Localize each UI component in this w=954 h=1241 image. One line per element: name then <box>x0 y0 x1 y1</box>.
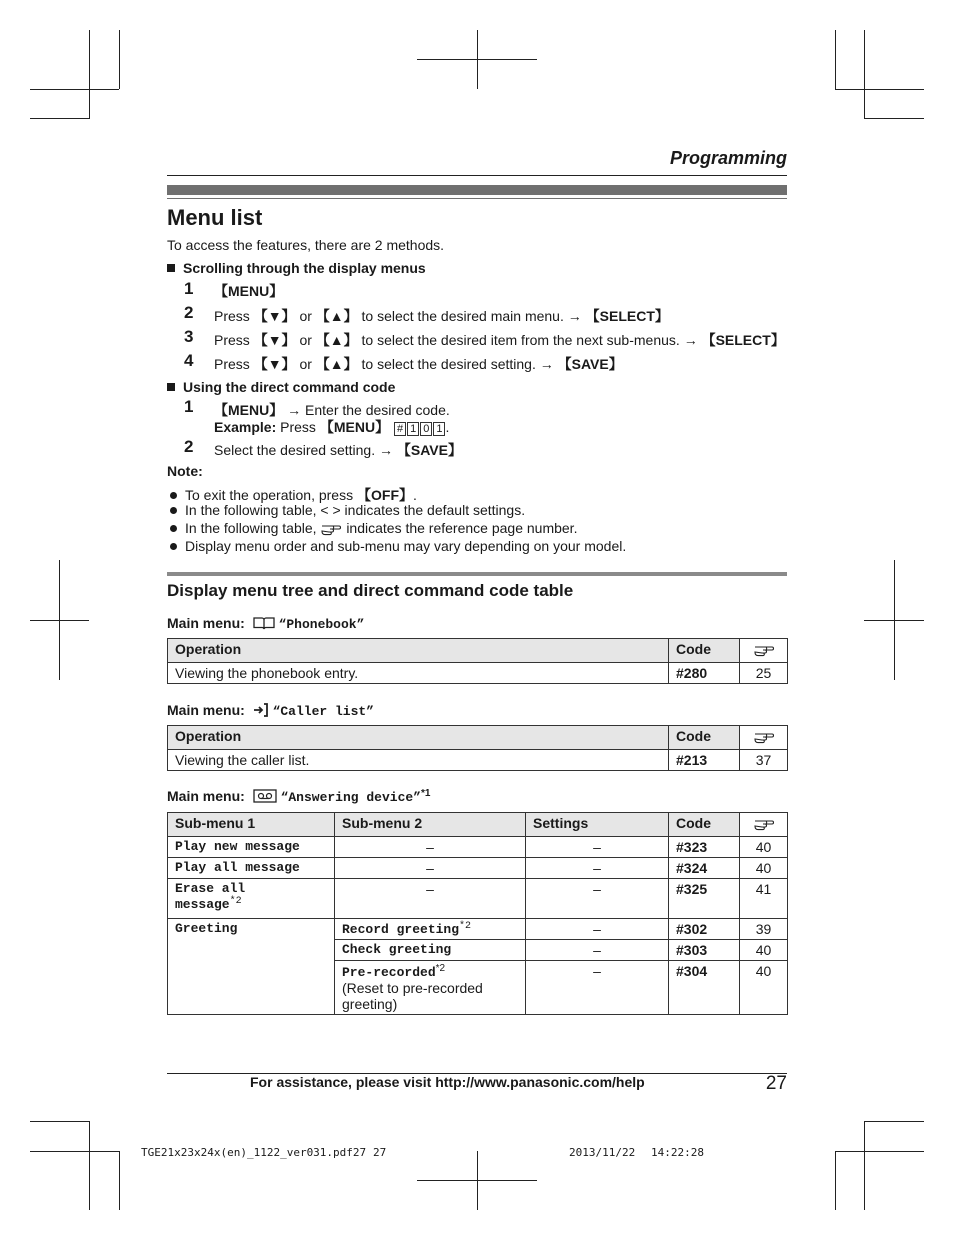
main-menu-phonebook: Main menu: “Phonebook” <box>167 615 365 632</box>
step-text: Press 【▼】 or 【▲】 to select the desired setting. → 【SAVE】 <box>214 356 623 372</box>
table-row: Play all message – – #324 40 <box>168 858 788 879</box>
col-sub-menu-2: Sub-menu 2 <box>335 813 526 837</box>
hand-pointer-icon <box>320 520 342 536</box>
title-bar <box>167 185 787 195</box>
assistance-text: For assistance, please visit http://www.panasonic.com/help <box>250 1074 645 1090</box>
cell-page: 25 <box>740 663 788 684</box>
table-row: Erase all message$^{*2}$ – – #325 41 <box>168 879 788 919</box>
step-text: Press 【▼】 or 【▲】 to select the desired main menu. → 【SELECT】 <box>214 308 669 324</box>
incoming-call-icon <box>253 703 269 717</box>
table-row: Greeting Record greeting$^{*2}$ – #302 39 <box>168 919 788 940</box>
note-label: Note: <box>167 463 203 479</box>
step-number: 4 <box>184 351 194 370</box>
table-row <box>168 663 788 684</box>
section-header: Programming <box>669 148 787 168</box>
print-date: 2013/11/22 <box>569 1146 636 1159</box>
code-keys: # 1 0 1 . <box>389 419 449 435</box>
answering-table <box>167 812 788 1015</box>
table-row: Play new message – – #323 40 <box>168 837 788 858</box>
step-number: 2 <box>184 437 194 456</box>
col-sub-menu-1: Sub-menu 1 <box>168 813 335 837</box>
col-code: Code <box>669 813 740 837</box>
print-time: 14:22:28 <box>651 1146 704 1159</box>
hand-pointer-icon <box>752 815 776 831</box>
col-operation: Operation <box>168 639 669 663</box>
step-text: 【MENU】 <box>214 283 284 299</box>
main-menu-caller: Main menu: “Caller list” <box>167 702 374 719</box>
cell-operation: Viewing the phonebook entry. <box>168 663 669 684</box>
col-ref <box>740 726 788 750</box>
note-item: Display menu order and sub-menu may vary depending on your model. <box>170 538 626 554</box>
note-item: In the following table, indicates the reference page number. <box>170 520 577 536</box>
col-operation: Operation <box>168 726 669 750</box>
main-menu-answering: Main menu: “Answering device”$^{*1}$ <box>167 788 431 805</box>
step-number: 3 <box>184 327 194 346</box>
subsection-title: Display menu tree and direct command code table <box>167 581 574 600</box>
page-number: 27 <box>765 1073 787 1094</box>
step-number: 2 <box>184 303 194 322</box>
print-file-name: TGE21x23x24x(en)_1122_ver031.pdf27 <box>141 1146 367 1159</box>
table-row <box>168 750 788 771</box>
note-item: To exit the operation, press 【OFF】. <box>170 485 417 505</box>
method1-heading: Scrolling through the display menus <box>167 260 426 276</box>
method2-heading: Using the direct command code <box>167 379 395 395</box>
book-icon <box>253 616 275 630</box>
answering-machine-icon <box>253 789 277 803</box>
intro-text: To access the features, there are 2 methods. <box>167 237 445 253</box>
col-ref <box>740 813 788 837</box>
col-settings: Settings <box>526 813 669 837</box>
table-row: Check greeting – #303 40 <box>168 940 788 961</box>
table-row: Pre-recorded$^{*2}$ (Reset to pre-recorded greeting) – #304 40 <box>168 961 788 1015</box>
cell-code: #280 <box>669 663 740 684</box>
note-item: In the following table, < > indicates the default settings. <box>170 502 525 518</box>
example-text: Example: Press 【MENU】 # 1 0 1 . <box>214 419 450 435</box>
header-rule <box>167 175 787 176</box>
step-number: 1 <box>184 397 194 416</box>
hand-pointer-icon <box>752 641 776 657</box>
page-title: Menu list <box>167 205 263 230</box>
step-number: 1 <box>184 279 194 298</box>
subsection-bar <box>167 572 787 576</box>
col-ref <box>740 639 788 663</box>
cell-page: 37 <box>740 750 788 771</box>
print-file-page: 27 <box>373 1146 387 1159</box>
phonebook-table <box>167 638 788 684</box>
hand-pointer-icon <box>752 728 776 744</box>
cell-operation: Viewing the caller list. <box>168 750 669 771</box>
cell-code: #213 <box>669 750 740 771</box>
col-code: Code <box>669 726 740 750</box>
col-code: Code <box>669 639 740 663</box>
step-text: 【MENU】 → Enter the desired code. <box>214 402 450 418</box>
step-text: Select the desired setting. → 【SAVE】 <box>214 442 462 458</box>
step-text: Press 【▼】 or 【▲】 to select the desired item from the next sub-menus. → 【SELECT】 <box>214 332 785 348</box>
caller-table <box>167 725 788 771</box>
